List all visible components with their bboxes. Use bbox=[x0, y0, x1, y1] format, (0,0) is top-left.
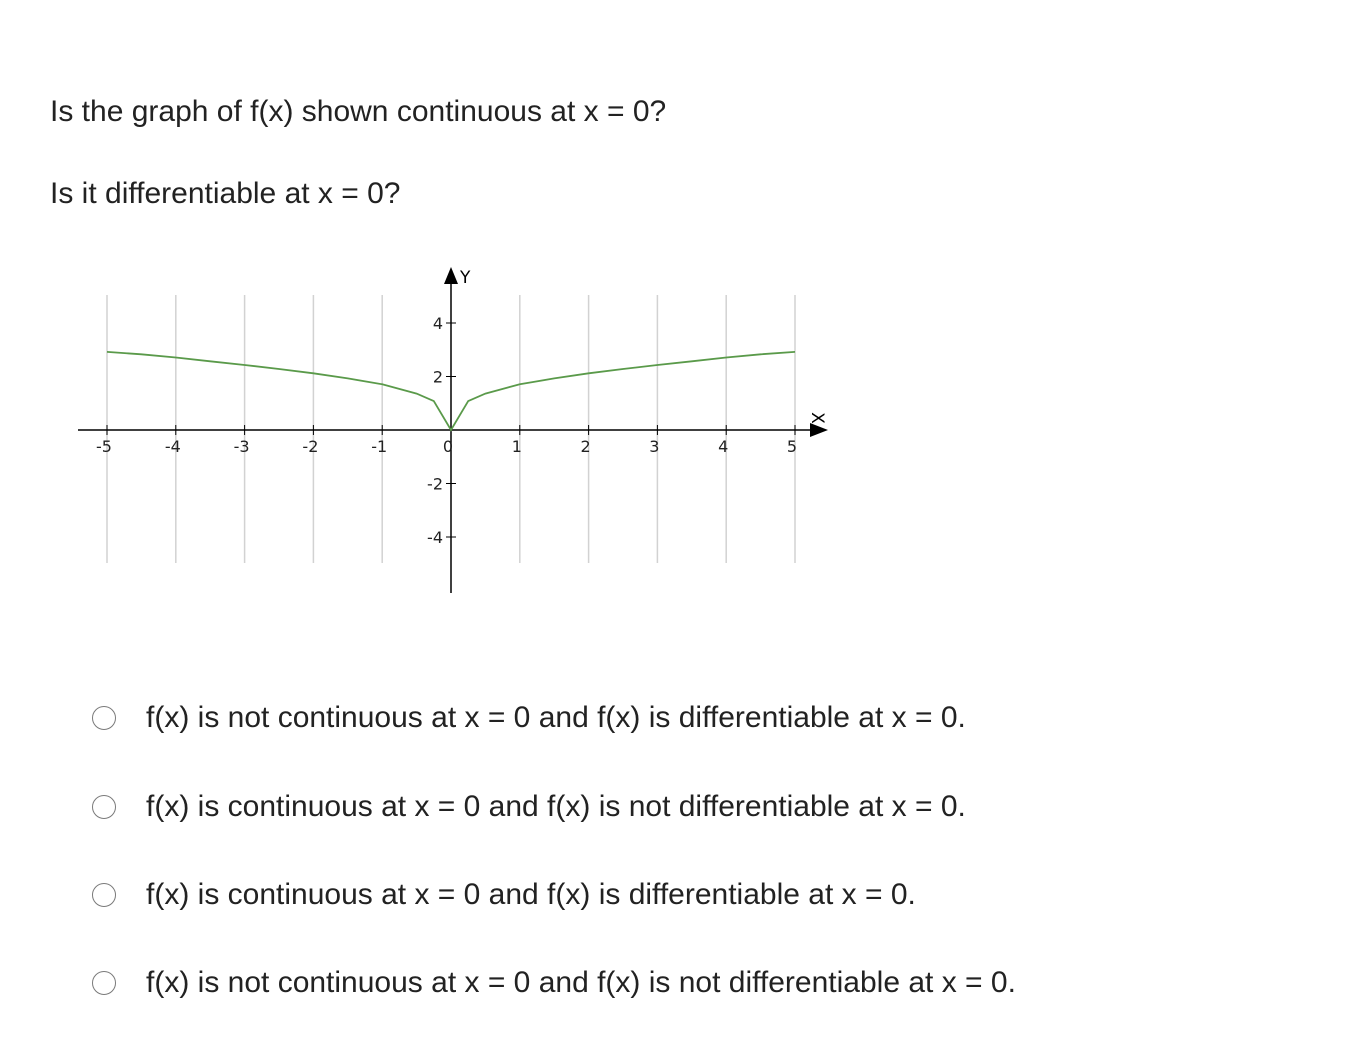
answer-option-1-label: f(x) is not continuous at x = 0 and f(x) is differentiable at x = 0. bbox=[146, 701, 966, 734]
x-tick-label: 4 bbox=[718, 437, 729, 456]
answer-option-3-label: f(x) is continuous at x = 0 and f(x) is differentiable at x = 0. bbox=[146, 878, 916, 911]
question-line-continuous: Is the graph of f(x) shown continuous at x = 0? bbox=[50, 95, 667, 128]
answer-option-2[interactable] bbox=[92, 787, 966, 827]
x-tick-label: 1 bbox=[511, 437, 522, 456]
question-line-differentiable: Is it differentiable at x = 0? bbox=[50, 177, 401, 210]
answer-option-4-label: f(x) is not continuous at x = 0 and f(x) is not differentiable at x = 0. bbox=[146, 966, 1016, 999]
y-axis-arrow bbox=[444, 267, 458, 284]
answer-option-2-label: f(x) is continuous at x = 0 and f(x) is not differentiable at x = 0. bbox=[146, 790, 966, 823]
x-tick-label: -1 bbox=[371, 437, 388, 456]
function-graph bbox=[60, 255, 850, 605]
y-tick-label: 4 bbox=[432, 314, 443, 333]
radio-button-3[interactable] bbox=[92, 883, 116, 907]
answer-option-3[interactable] bbox=[92, 875, 916, 915]
x-tick-label: -5 bbox=[96, 437, 112, 456]
answer-option-4[interactable] bbox=[92, 963, 1016, 1003]
answer-option-1[interactable] bbox=[92, 698, 966, 738]
x-tick-label: -3 bbox=[233, 437, 250, 456]
y-axis-label: Y bbox=[460, 268, 471, 288]
y-tick-label: 2 bbox=[432, 367, 443, 387]
x-tick-label: -2 bbox=[302, 437, 319, 456]
x-axis-arrow bbox=[810, 423, 828, 437]
x-tick-label: -4 bbox=[164, 437, 181, 456]
y-tick-label: -4 bbox=[427, 528, 443, 547]
x-tick-label: 0 bbox=[442, 437, 454, 456]
radio-button-4[interactable] bbox=[92, 971, 116, 995]
x-tick-label: 2 bbox=[580, 437, 591, 456]
x-tick-label: 5 bbox=[786, 437, 798, 456]
x-tick-label: 3 bbox=[649, 437, 660, 456]
radio-button-1[interactable] bbox=[92, 706, 116, 730]
y-tick-label: -2 bbox=[427, 474, 443, 494]
x-axis-label: X bbox=[807, 412, 827, 424]
radio-button-2[interactable] bbox=[92, 795, 116, 819]
